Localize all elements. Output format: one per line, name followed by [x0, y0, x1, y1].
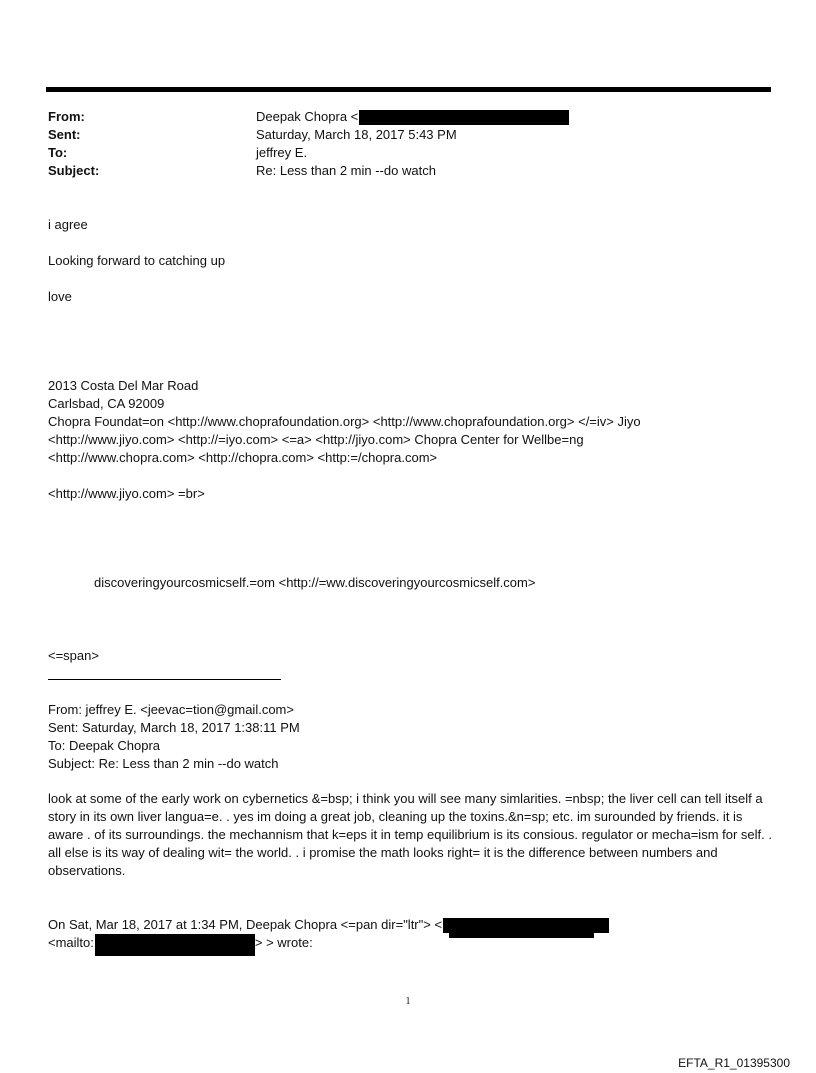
from-sender: Deepak Chopra <: [256, 109, 359, 124]
to-label: To:: [48, 145, 68, 160]
body-line-love: love: [48, 289, 72, 304]
body-line-agree: i agree: [48, 217, 88, 232]
signature-links-line1: Chopra Foundat=on <http://www.choprafoundation.org> <http://www.choprafoundation.org> </=iv> Jiyo: [48, 414, 641, 429]
quoted-message-body: look at some of the early work on cybernetics &=bsp; i think you will see many simlarities. =nbsp; the liver cell can tell itself a story in its own liver langua=e. . yes im doing a great job, cleaning up the toxins.&n=sp; etc. im surounded by friends. it is aware . of its surroundings. the mechannism that k=eps it in temp equilibrium is its consious. regulator or mecha=ism for self. . all else is its way of dealing wit= the world. . i promise the math looks right= it is the difference between numbers and observations.: [48, 791, 772, 878]
subject-label: Subject:: [48, 163, 100, 178]
signature-links-line4: <http://www.jiyo.com> =br>: [48, 486, 205, 501]
signature-span-tag: <=span>: [48, 648, 99, 663]
redaction-box: [359, 110, 569, 125]
mailto-prefix: <mailto:: [48, 935, 94, 950]
signature-links-line3: <http://www.chopra.com> <http://chopra.com> <http:=/chopra.com>: [48, 450, 438, 465]
mailto-line: [48, 934, 313, 956]
bates-number: EFTA_R1_01395300: [678, 1056, 790, 1070]
from-value: [256, 108, 569, 126]
body-line-looking-forward: Looking forward to catching up: [48, 253, 226, 268]
quote-separator: [48, 679, 281, 680]
quoted-subject: Subject: Re: Less than 2 min --do watch: [48, 756, 279, 771]
header-rule: [46, 87, 771, 92]
mailto-suffix: > > wrote:: [254, 935, 313, 950]
to-value: jeffrey E.: [256, 145, 308, 160]
sent-value: Saturday, March 18, 2017 5:43 PM: [256, 127, 457, 142]
signature-address-line2: Carlsbad, CA 92009: [48, 396, 165, 411]
signature-address-line1: 2013 Costa Del Mar Road: [48, 378, 199, 393]
subject-value: Re: Less than 2 min --do watch: [256, 163, 436, 178]
sent-label: Sent:: [48, 127, 81, 142]
attribution-text: On Sat, Mar 18, 2017 at 1:34 PM, Deepak Chopra <=pan dir="ltr"> <: [48, 917, 443, 932]
signature-links-line2: <http://www.jiyo.com> <http://=iyo.com> <=a> <http://jiyo.com> Chopra Center for Wellbe=ng: [48, 432, 584, 447]
quoted-sent: Sent: Saturday, March 18, 2017 1:38:11 PM: [48, 720, 300, 735]
quoted-to: To: Deepak Chopra: [48, 738, 161, 753]
redaction-box: [95, 934, 255, 956]
page-number: 1: [405, 996, 411, 1007]
quoted-from: From: jeffrey E. <jeevac=tion@gmail.com>: [48, 702, 294, 717]
signature-cosmic-link: discoveringyourcosmicself.=om <http://=ww.discoveringyourcosmicself.com>: [94, 575, 536, 590]
from-label: From:: [48, 109, 85, 124]
redaction-box: [449, 929, 594, 938]
